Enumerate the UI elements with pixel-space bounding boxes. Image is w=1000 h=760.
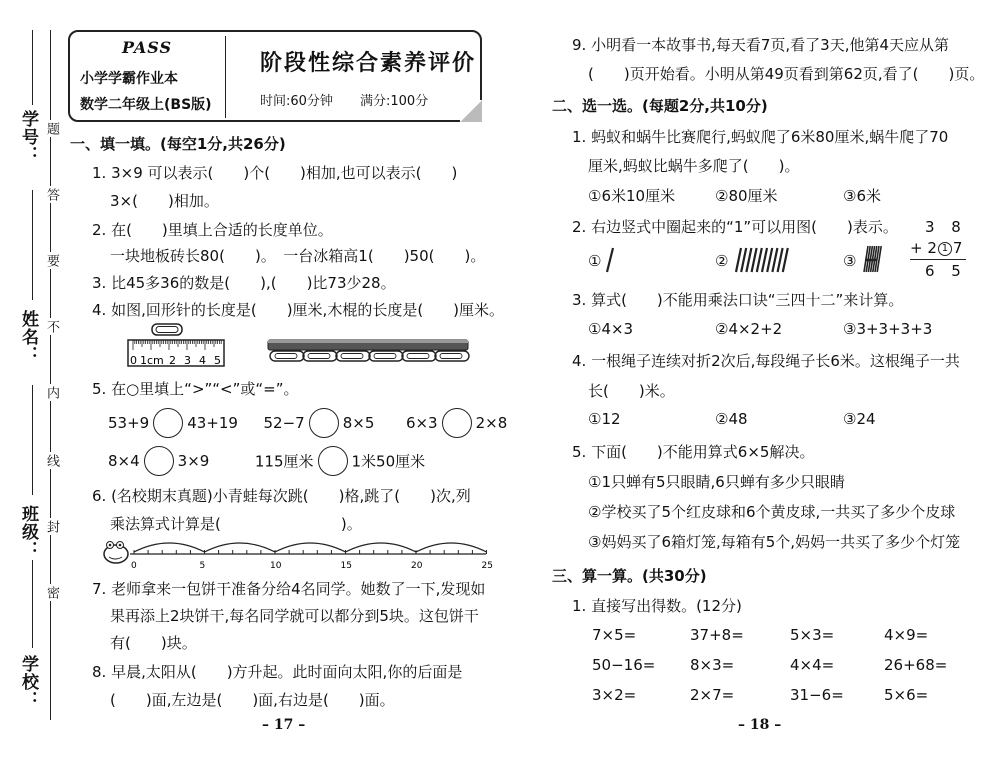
choice-3-option-1[interactable]: ①4×3 [588, 320, 634, 338]
vertical-plus: + 2 1 7 [910, 239, 963, 257]
calc-item: 2×7= [690, 686, 735, 704]
choice-1-line-1: 1. 蚂蚁和蜗牛比赛爬行,蚂蚁爬了6米80厘米,蜗牛爬了70 [572, 128, 949, 146]
seal-char: 题 [44, 122, 59, 135]
seal-char: 内 [44, 386, 59, 399]
calc-item: 5×6= [884, 686, 929, 704]
page-number-left: – 17 – [262, 717, 306, 733]
choice-4-option-1[interactable]: ①12 [588, 410, 621, 428]
compare-left: 53+9 [108, 414, 150, 432]
seal-char: 密 [44, 586, 59, 599]
question-9-line-2: ( )页开始看。小明从第49页看到第62页,看了( )页。 [588, 65, 985, 83]
name-blank[interactable] [32, 190, 33, 300]
question-1-line-2: 3×( )相加。 [110, 192, 219, 210]
compare-left: 115厘米 [254, 452, 314, 471]
choice-1-option-1[interactable]: ①6米10厘米 [588, 187, 676, 205]
ruler-label-2: 2 [169, 354, 176, 367]
choice-3-option-2[interactable]: ②4×2+2 [715, 320, 783, 338]
compare-right: 43+19 [187, 414, 238, 432]
choice-2-option-1[interactable]: ① [588, 252, 602, 270]
ruler-label-5: 5 [214, 354, 221, 367]
page-curl [460, 100, 482, 122]
question-4: 4. 如图,回形针的长度是( )厘米,木棍的长度是( )厘米。 [92, 301, 505, 319]
paperclip-inner [156, 327, 178, 333]
compare-circle[interactable] [144, 446, 174, 476]
ruler-figure [126, 320, 226, 368]
compare-right: 2×8 [475, 414, 508, 432]
ten-sticks-icon [730, 246, 790, 274]
calc-item: 50−16= [592, 656, 656, 674]
choice-5-option-1[interactable]: ①1只蝉有5只眼睛,6只蝉有多少只眼睛 [588, 473, 845, 491]
school-blank[interactable] [32, 560, 33, 648]
question-8-line-1: 8. 早晨,太阳从( )方升起。此时面向太阳,你的后面是 [92, 663, 463, 681]
choice-4-option-2[interactable]: ②48 [715, 410, 748, 428]
binding-margin [0, 0, 62, 760]
choice-1-option-3[interactable]: ③6米 [843, 187, 881, 205]
choice-4-line-2: 长( )米。 [588, 382, 675, 400]
class-blank[interactable] [32, 385, 33, 495]
series-name: 小学学霸作业本 [80, 71, 178, 87]
compare-right: 3×9 [177, 452, 210, 470]
number-label: 5 [199, 561, 206, 571]
page-number-right: – 18 – [738, 717, 782, 733]
question-7-line-3: 有( )块。 [110, 634, 197, 652]
calc-item: 31−6= [790, 686, 844, 704]
ruler-label-0: 0 [130, 354, 137, 367]
question-5: 5. 在○里填上“>”“<”或“=”。 [92, 380, 299, 398]
number-label: 10 [270, 561, 282, 571]
jump-arcs [134, 543, 487, 552]
question-6-line-1: 6. (名校期末真题)小青蛙每次跳( )格,跳了( )次,列 [92, 487, 471, 505]
vertical-seven: 7 [952, 239, 963, 257]
exam-header [68, 30, 482, 122]
calc-item: 5×3= [790, 626, 835, 644]
seal-char: 答 [44, 188, 59, 201]
section-1-heading: 一、填一填。(每空1分,共26分) [70, 135, 286, 153]
choice-1-option-2[interactable]: ②80厘米 [715, 187, 778, 205]
vertical-rule [910, 259, 966, 260]
compare-right: 8×5 [342, 414, 375, 432]
compare-left: 8×4 [108, 452, 140, 470]
choice-5-option-2[interactable]: ②学校买了5个红皮球和6个黄皮球,一共买了多少个皮球 [588, 503, 956, 521]
question-7-line-2: 果再添上2块饼干,每名同学就可以都分到5块。这包饼干 [110, 607, 479, 625]
number-label: 0 [131, 561, 137, 571]
class-label: 班级： [18, 505, 38, 559]
choice-2-option-2[interactable]: ② [715, 252, 729, 270]
compare-left: 52−7 [263, 414, 305, 432]
exam-title: 阶段性综合素养评价 [260, 51, 477, 76]
choice-4-option-3[interactable]: ③24 [843, 410, 876, 428]
stick-highlight [268, 340, 468, 343]
question-9-line-1: 9. 小明看一本故事书,每天看7页,看了3天,他第4天应从第 [572, 36, 950, 54]
calc-item: 4×4= [790, 656, 835, 674]
seal-char: 要 [44, 254, 59, 267]
question-2-line-2: 一块地板砖长80( )。 一台冰箱高1( )50( )。 [110, 247, 486, 265]
question-6-line-2: 乘法算式计算是( )。 [110, 515, 362, 533]
number-line-figure [100, 532, 493, 574]
section-2-heading: 二、选一选。(每题2分,共10分) [552, 97, 768, 115]
student-number-blank[interactable] [32, 30, 33, 105]
vertical-sum: 6 5 [925, 262, 967, 280]
pass-logo: PASS [122, 38, 173, 57]
header-divider [225, 36, 226, 118]
ruler-label-1: 1cm [140, 354, 164, 367]
number-label: 25 [481, 561, 493, 571]
choice-5-option-3[interactable]: ③妈妈买了6箱灯笼,每箱有5个,妈妈一共买了多少个灯笼 [588, 533, 961, 551]
choice-1-line-2: 厘米,蚂蚁比蜗牛多爬了( )。 [588, 157, 800, 175]
choice-5: 5. 下面( )不能用算式6×5解决。 [572, 443, 815, 461]
compare-circle[interactable] [153, 408, 183, 438]
vertical-plus-2: + 2 [910, 239, 937, 257]
question-7-line-1: 7. 老师拿来一包饼干准备分给4名同学。她数了一下,发现如 [92, 580, 486, 598]
seal-char: 不 [44, 320, 59, 333]
compare-left: 6×3 [405, 414, 438, 432]
stick-bundle-icon [858, 244, 884, 274]
choice-3-option-3[interactable]: ③3+3+3+3 [843, 320, 933, 338]
one-stick-icon [603, 246, 617, 274]
question-3: 3. 比45多36的数是( ),( )比73少28。 [92, 274, 396, 292]
calc-item: 3×2= [592, 686, 637, 704]
calc-item: 26+68= [884, 656, 948, 674]
compare-row-2 [108, 446, 425, 476]
choice-3: 3. 算式( )不能用乘法口诀“三四十二”来计算。 [572, 291, 904, 309]
exam-score: 满分:100分 [360, 94, 429, 109]
school-label: 学校： [18, 655, 38, 709]
choice-4-line-1: 4. 一根绳子连续对折2次后,每段绳子长6米。这根绳子一共 [572, 352, 960, 370]
number-label: 15 [340, 561, 352, 571]
student-number-label: 学号： [18, 110, 38, 164]
choice-2: 2. 右边竖式中圈起来的“1”可以用图( )表示。 [572, 218, 898, 236]
paperclip-chain [270, 351, 469, 361]
seal-char: 封 [44, 520, 59, 533]
calc-item: 37+8= [690, 626, 744, 644]
ruler-label-3: 3 [184, 354, 191, 367]
vertical-top: 3 8 [925, 218, 967, 236]
name-label: 姓名： [18, 310, 38, 364]
ruler-label-4: 4 [199, 354, 206, 367]
calc-heading: 1. 直接写出得数。(12分) [572, 597, 742, 615]
section-3-heading: 三、算一算。(共30分) [552, 567, 707, 585]
question-2-line-1: 2. 在( )里填上合适的长度单位。 [92, 221, 333, 239]
calc-item: 7×5= [592, 626, 637, 644]
question-8-line-2: ( )面,左边是( )面,右边是( )面。 [110, 691, 395, 709]
number-label: 20 [411, 561, 423, 571]
compare-circle[interactable] [309, 408, 339, 438]
calc-item: 8×3= [690, 656, 735, 674]
compare-right: 1米50厘米 [351, 452, 426, 471]
compare-circle[interactable] [442, 408, 472, 438]
exam-time: 时间:60分钟 [260, 94, 333, 109]
question-1-line-1: 1. 3×9 可以表示( )个( )相加,也可以表示( ) [92, 164, 458, 182]
stick-figure [266, 336, 472, 364]
choice-2-option-3[interactable]: ③ [843, 252, 857, 270]
seal-char: 线 [44, 454, 59, 467]
compare-circle[interactable] [318, 446, 348, 476]
grade-edition: 数学二年级上(BS版) [80, 97, 212, 113]
compare-row-1 [108, 408, 507, 438]
calc-item: 4×9= [884, 626, 929, 644]
frog-icon [104, 542, 128, 564]
